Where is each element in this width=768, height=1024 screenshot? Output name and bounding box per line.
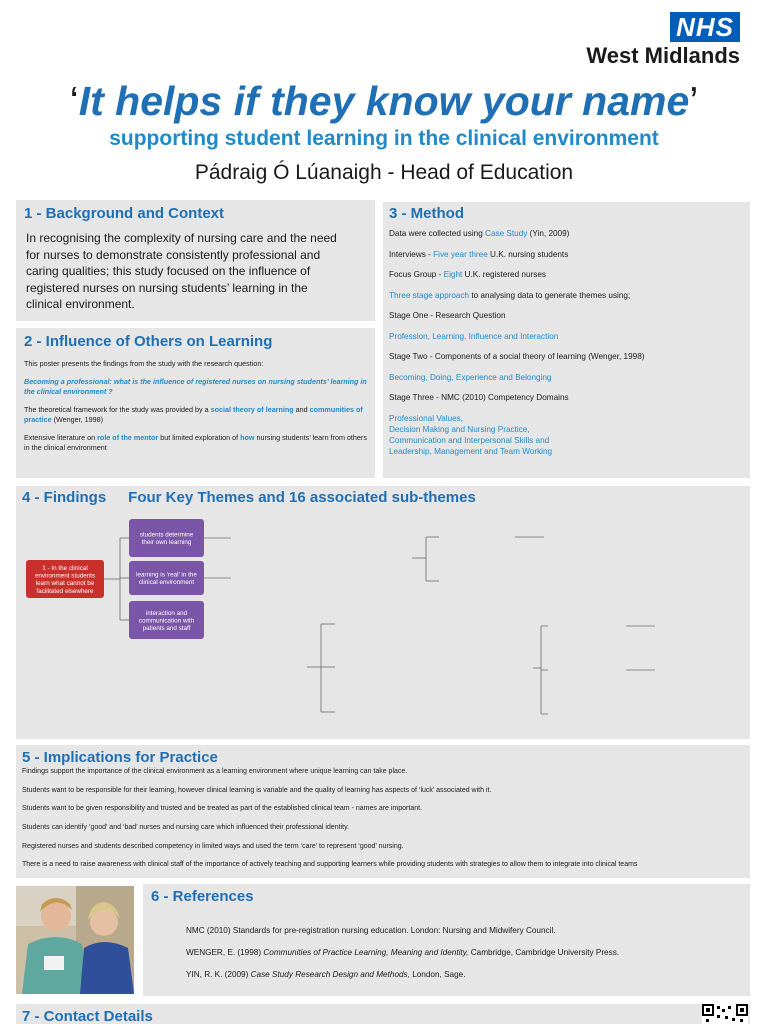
section-heading: 1 - Background and Context <box>24 205 225 222</box>
framework-text: The theoretical framework for the study was provided by a social theory of learning and communities of practice (Wenger, 1998) <box>24 405 363 424</box>
method-line: Profession, Learning, Influence and Interaction <box>389 331 559 341</box>
competency-domains: Professional Values, Decision Making and Nursing Practice, Communication and Interpersonal Skills and Leadership, Management and Team Working <box>389 413 553 456</box>
reference-item: NMC (2010) Standards for pre-registration nursing education. London: Nursing and Midwifery Council. <box>186 926 556 935</box>
node-label: facilitated elsewhere <box>36 587 94 595</box>
node-label: their own learning <box>141 539 192 547</box>
implication-item: Students want to be responsible for their learning, however clinical learning is variable and the quality of learning has aspects of ‘luck’ associated with it. <box>22 786 492 794</box>
poster-title <box>0 76 768 126</box>
method-line: Becoming, Doing, Experience and Belonging <box>389 372 552 382</box>
node-label: learn what cannot be <box>35 580 95 588</box>
reference-item: YIN, R. K. (2009) Case Study Research Design and Methods, London, Sage. <box>186 970 466 979</box>
title-open-quote: ‘ <box>69 78 79 124</box>
section-background <box>16 200 375 321</box>
section-heading: 5 - Implications for Practice <box>22 749 218 766</box>
theme-1-node <box>26 560 104 598</box>
title-text: It helps if they know your name <box>78 78 690 124</box>
nhs-region-name: West Midlands <box>586 43 740 68</box>
section-method <box>383 202 750 478</box>
nhs-logo <box>570 12 740 69</box>
implication-item: Students want to be given responsibility and trusted and be treated as part of the established clinical team - names are important. <box>22 805 423 813</box>
implication-item: There is a need to raise awareness with clinical staff of the importance of actively teaching and supporting learners while providing students with strategies to allow them to integrate into clinical teams <box>22 861 638 869</box>
theme-1-sub-3 <box>129 601 204 639</box>
method-line: Data were collected using Case Study (Yin, 2009) <box>389 229 570 238</box>
section-implications <box>16 745 750 878</box>
node-label: communication with <box>138 617 195 625</box>
node-label: clinical environment <box>138 579 195 587</box>
findings-diagram <box>16 486 750 739</box>
influence-intro: This poster presents the findings from the study with the research question: <box>24 359 264 368</box>
reference-item: WENGER, E. (1998) Communities of Practice Learning, Meaning and Identity, Cambridge, Cambridge University Press. <box>186 948 620 957</box>
node-label: environment students <box>34 572 96 580</box>
node-label: patients and staff <box>142 625 191 632</box>
node-label: learning is ‘real’ in the <box>136 571 197 579</box>
section-influence <box>16 328 375 478</box>
section-heading: 4 - Findings Four Key Themes and 16 associated sub-themes <box>22 489 476 506</box>
node-label: 1 - In the clinical <box>42 565 88 572</box>
theme-1-sub-1 <box>129 519 204 557</box>
research-question: Becoming a professional: what is the influence of registered nurses on nursing students’ learning in the clinical environment ? <box>24 377 367 396</box>
method-line: Three stage approach to analysing data to generate themes using; <box>389 290 631 300</box>
section-heading: 6 - References <box>151 888 254 905</box>
method-line: Stage Three - NMC (2010) Competency Domains <box>389 393 569 402</box>
theme-1-sub-2 <box>129 561 204 595</box>
poster-author: Pádraig Ó Lúanaigh - Head of Education <box>194 161 574 184</box>
qr-code[interactable] <box>702 1004 748 1024</box>
node-label: students determine <box>139 531 194 539</box>
implication-item: Findings support the importance of the clinical environment as a learning environment where unique learning can take place. <box>22 768 408 775</box>
section-references <box>143 884 750 996</box>
literature-text: Extensive literature on role of the mentor but limited exploration of how nursing students’ learn from others in the clinical environment <box>24 433 367 452</box>
section-body: In recognising the complexity of nursing care and the need for nurses to demonstrate consistently professional and caring qualities; this study focused on the influence of registered nurses on nursing students’ learning in the clinical environment. <box>26 231 337 311</box>
section-contact <box>16 1004 750 1024</box>
method-line: Focus Group - Eight U.K. registered nurses <box>389 270 547 279</box>
section-heading: 7 - Contact Details <box>22 1008 153 1024</box>
title-close-quote: ’ <box>689 78 699 124</box>
nursing-photo <box>16 886 134 994</box>
method-line: Stage Two - Components of a social theory of learning (Wenger, 1998) <box>389 352 645 361</box>
method-line: Interviews - Five year three U.K. nursing students <box>389 249 569 259</box>
poster-subtitle: supporting student learning in the clinical environment <box>109 127 659 150</box>
implication-item: Registered nurses and students described competency in limited ways and used the term ‘care’ to represent ‘good’ nursing. <box>22 842 404 850</box>
nhs-logo-mark: NHS <box>670 12 740 42</box>
method-line: Stage One - Research Question <box>389 311 506 320</box>
implication-item: Students can identify ‘good’ and ‘bad’ nurses and nursing care which influenced their professional identity. <box>22 824 349 832</box>
section-findings <box>16 486 750 739</box>
section-heading: 2 - Influence of Others on Learning <box>24 333 273 350</box>
node-label: interaction and <box>145 609 188 617</box>
section-heading: 3 - Method <box>389 205 464 222</box>
